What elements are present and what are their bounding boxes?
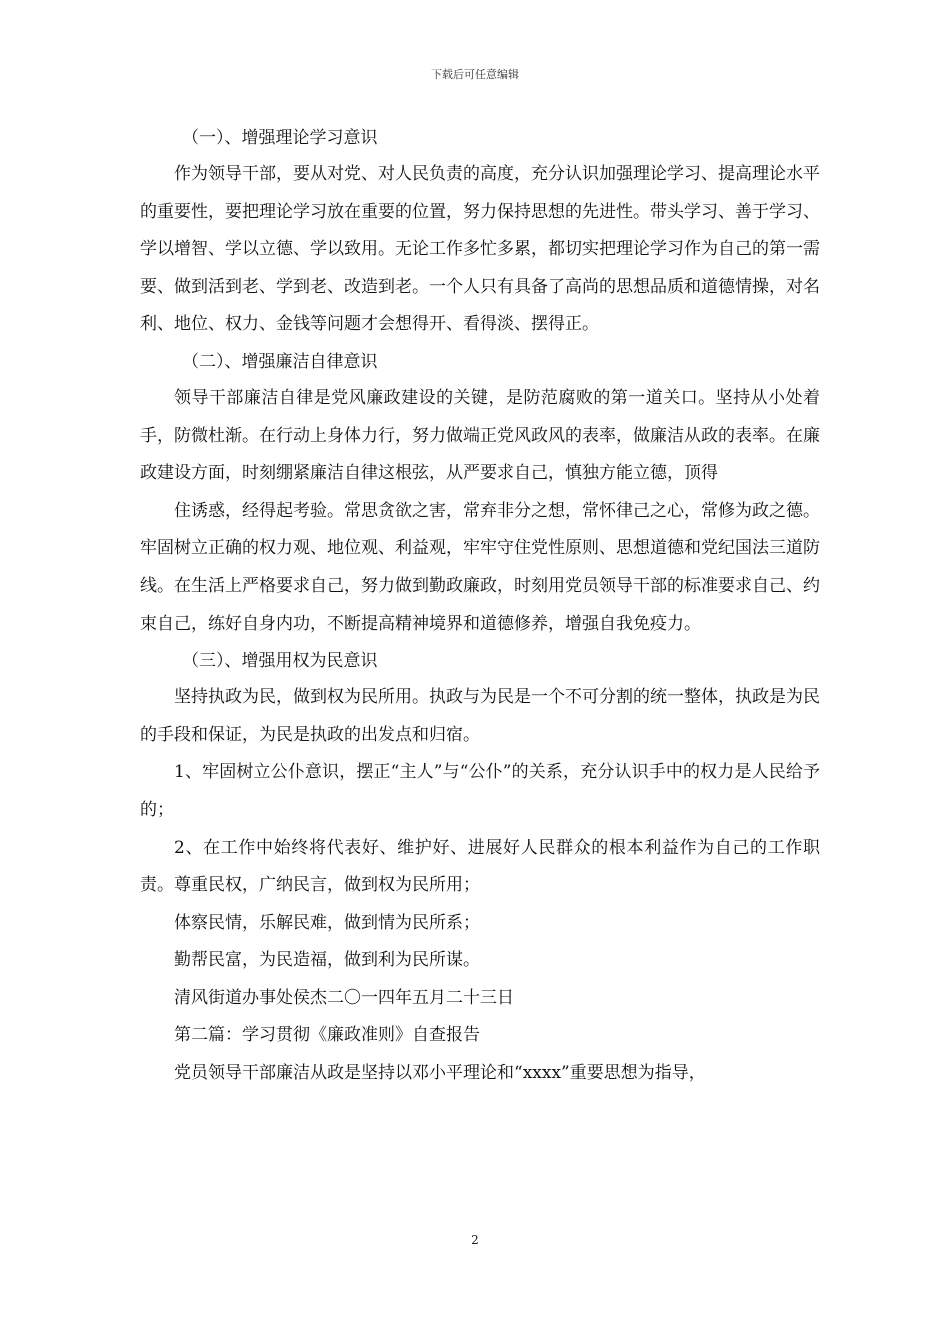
body-paragraph: 作为领导干部，要从对党、对人民负责的高度，充分认识加强理论学习、提高理论水平的重要性，要把理论学习放在重要的位置，努力保持思想的先进性。带头学习、善于学习、学以增智、学以立德、学以致用。无论工作多忙多累，都切实把理论学习作为自己的第一需要、做到活到老、学到老、改造到老。一个人只有具备了高尚的思想品质和道德情操，对名利、地位、权力、金钱等问题才会想得开、看得淡、摆得正。 <box>140 164 820 335</box>
signature-date-line: 清风街道办事处侯杰二〇一四年五月二十三日 <box>174 987 514 1008</box>
chapter-title: 第二篇：学习贯彻《廉政准则》自查报告 <box>174 1025 480 1046</box>
numbered-item: 1、牢固树立公仆意识，摆正“主人”与“公仆”的关系，充分认识手中的权力是人民给予的； <box>140 762 820 820</box>
section-3 <box>140 643 820 905</box>
numbered-item: 2、在工作中始终将代表好、维护好、进展好人民群众的根本利益作为自己的工作职责。尊重民权，广纳民言，做到权为民所用； <box>140 837 820 896</box>
body-paragraph: 领导干部廉洁自律是党风廉政建设的关键，是防范腐败的第一道关口。坚持从小处着手，防微杜渐。在行动上身体力行，努力做端正党风政风的表率，做廉洁从政的表率。在廉政建设方面，时刻绷紧廉洁自律这根弦，从严要求自己，慎独方能立德，顶得 <box>140 387 820 484</box>
body-paragraph: 党员领导干部廉洁从政是坚持以邓小平理论和“xxxx”重要思想为指导， <box>174 1063 706 1084</box>
document-body <box>140 120 820 1093</box>
section-heading: （三）、增强用权为民意识 <box>182 651 378 672</box>
section-heading: （二）、增强廉洁自律意识 <box>182 351 378 372</box>
page-header: 下载后可任意编辑 <box>431 68 519 81</box>
closing-line: 体察民情，乐解民难，做到情为民所系； <box>174 912 480 933</box>
closing-line: 勤帮民富，为民造福，做到利为民所谋。 <box>174 950 480 971</box>
section-heading: （一）、增强理论学习意识 <box>182 128 378 148</box>
section-2 <box>140 344 820 643</box>
body-paragraph: 住诱惑，经得起考验。常思贪欲之害，常弃非分之想，常怀律己之心，常修为政之德。牢固树立正确的权力观、地位观、利益观，牢牢守住党性原则、思想道德和党纪国法三道防线。在生活上严格要求自己，努力做到勤政廉政，时刻用党员领导干部的标准要求自己、约束自己，练好自身内功，不断提高精神境界和道德修养，增强自我免疫力。 <box>140 500 820 634</box>
section-1 <box>140 120 820 344</box>
page-number: 2 <box>471 1233 479 1247</box>
body-paragraph: 坚持执政为民，做到权为民所用。执政与为民是一个不可分割的统一整体，执政是为民的手段和保证，为民是执政的出发点和归宿。 <box>140 687 820 745</box>
